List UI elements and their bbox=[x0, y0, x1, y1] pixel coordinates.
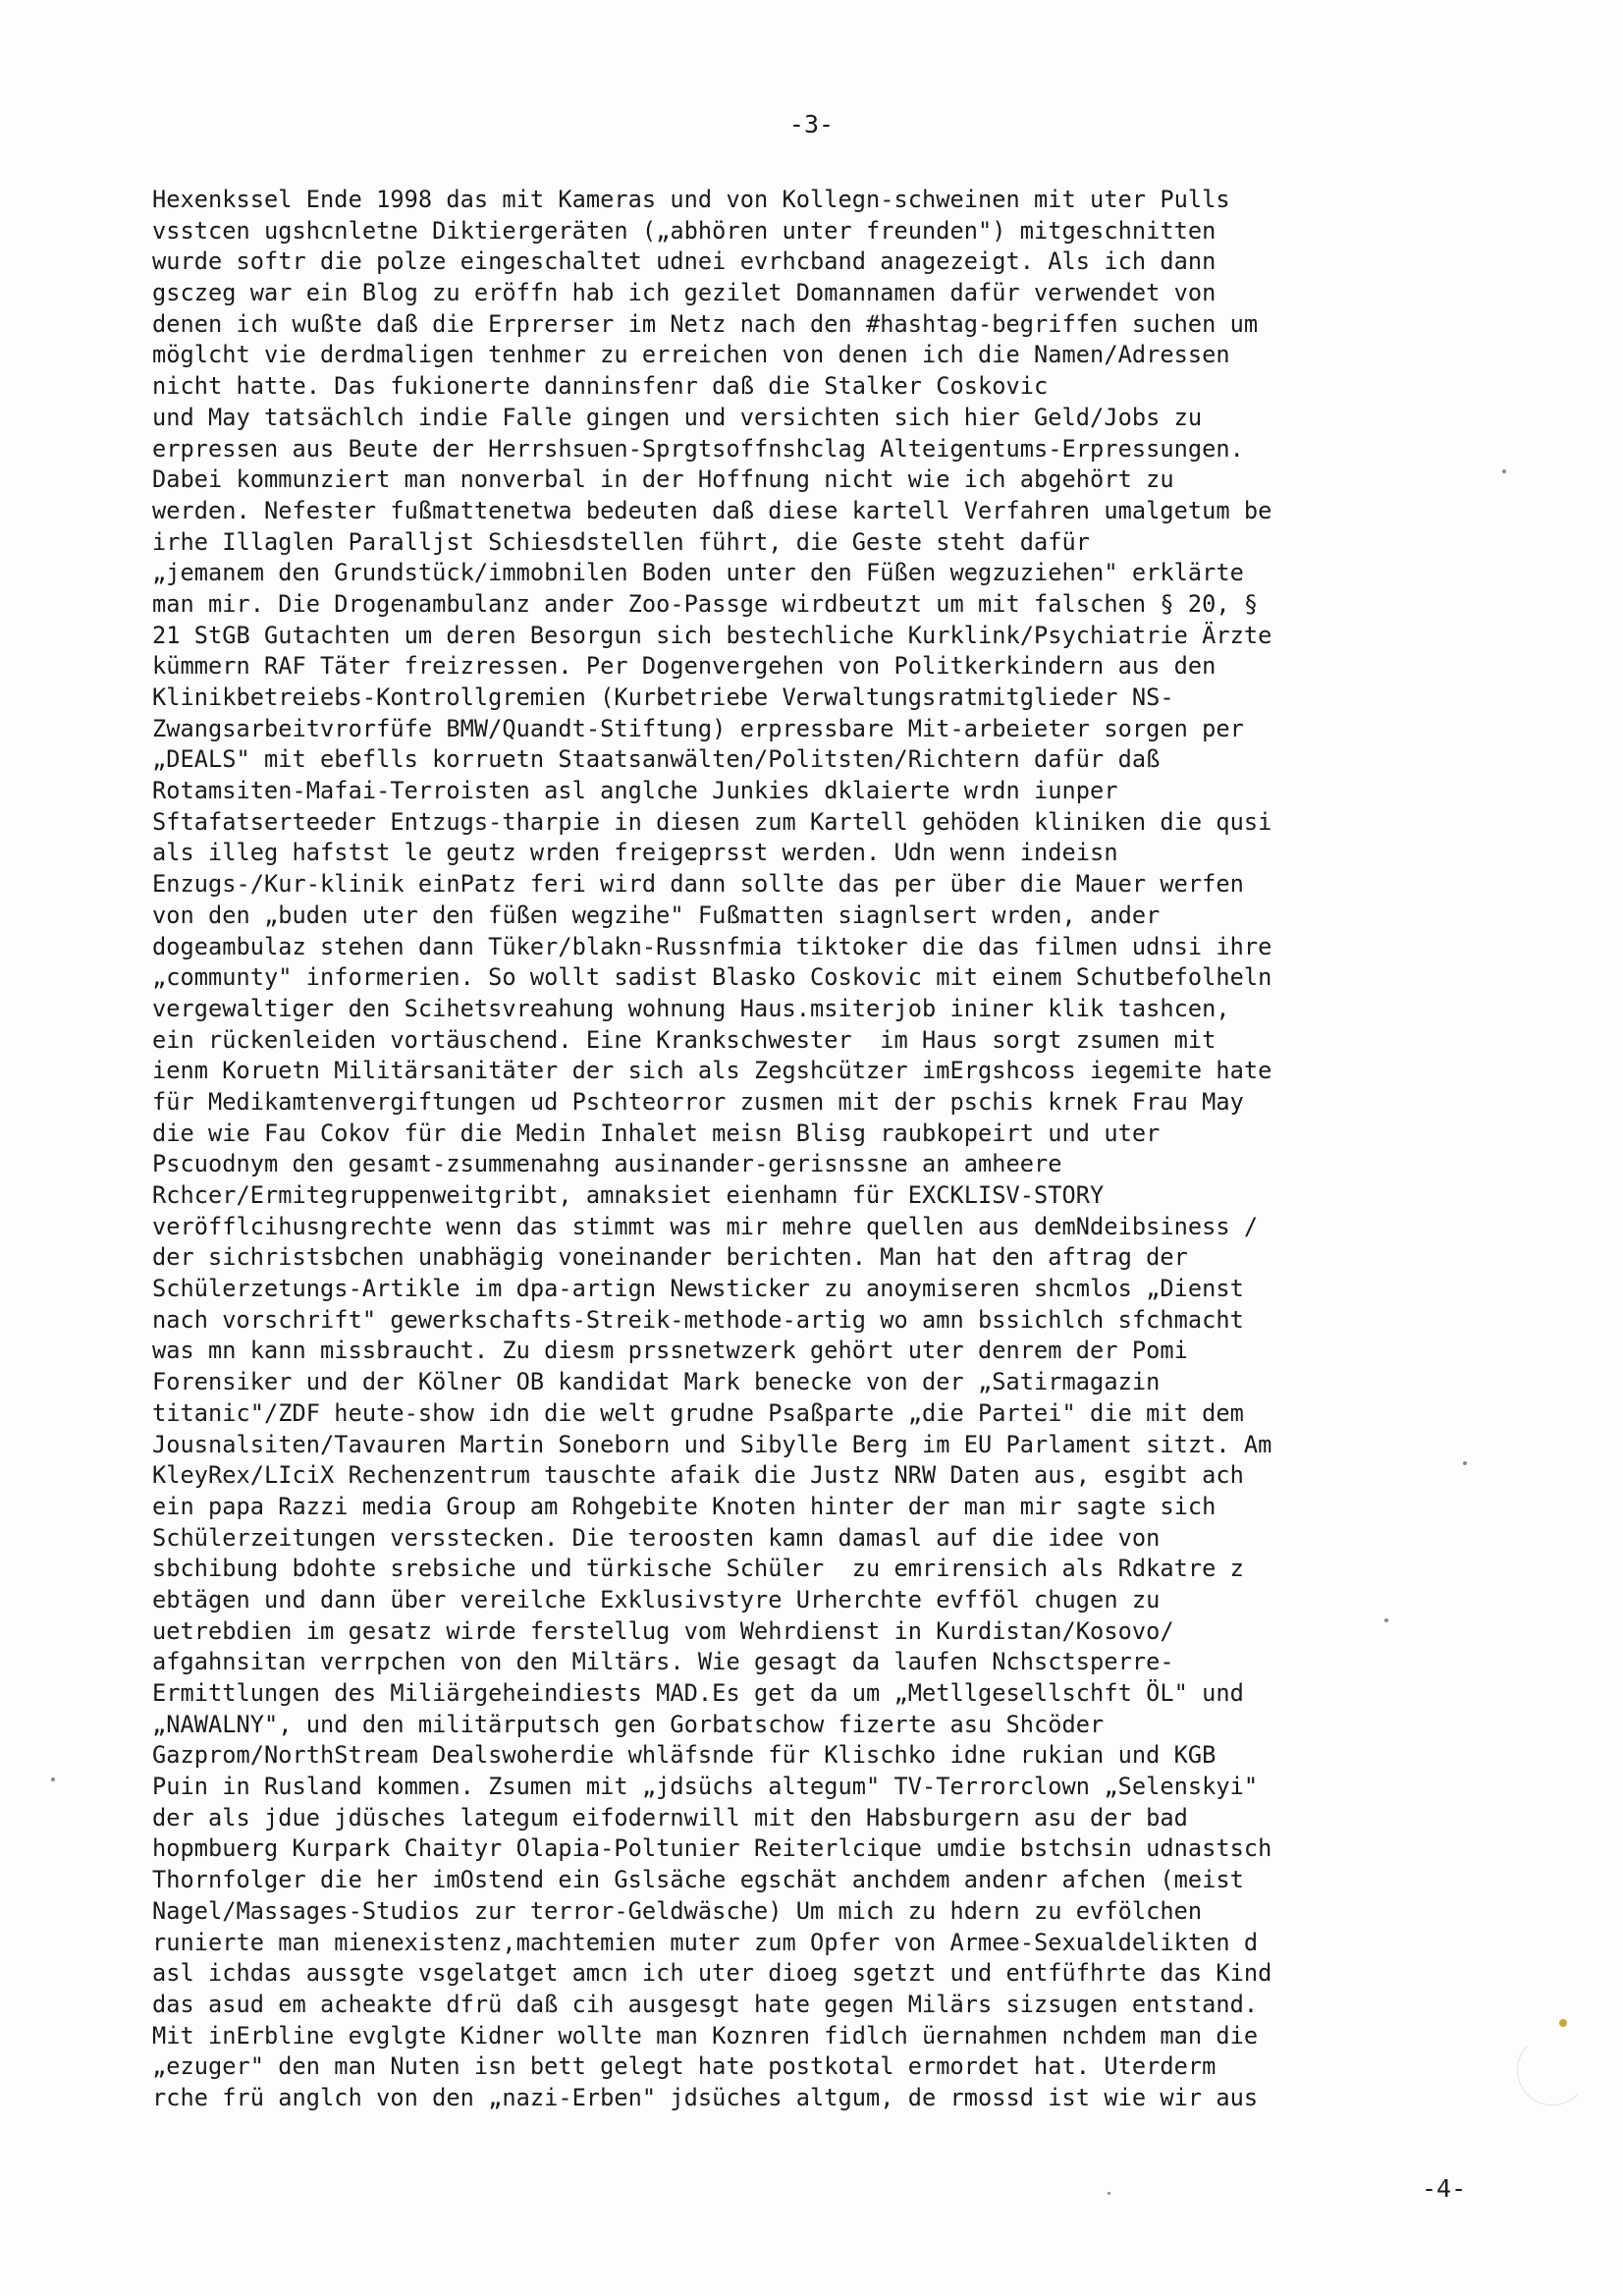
text-line: der sichristsbchen unabhägig voneinander berichten. Man hat den aftrag der bbox=[152, 1243, 1188, 1272]
text-line: Gazprom/NorthStream Dealswoherdie whläfsnde für Klischko idne rukian und KGB bbox=[152, 1741, 1217, 1770]
text-line: denen ich wußte daß die Erprerser im Netz nach den #hashtag-begriffen suchen um bbox=[152, 309, 1259, 338]
body-text bbox=[152, 185, 1478, 2114]
text-line: Ermittlungen des Miliärgeheindiests MAD.Es get da um „Metllgesellschft ÖL" und bbox=[152, 1679, 1244, 1707]
text-line: Forensiker und der Kölner OB kandidat Mark benecke von der „Satirmagazin bbox=[152, 1368, 1161, 1396]
text-line: „NAWALNY", und den militärputsch gen Gorbatschow fizerte asu Shcöder bbox=[152, 1710, 1105, 1738]
text-line: KleyRex/LIciX Rechenzentrum tauschte afaik die Justz NRW Daten aus, esgibt ach bbox=[152, 1461, 1244, 1490]
text-line: vergewaltiger den Scihetsvreahung wohnung Haus.msiterjob ininer klik tashcen, bbox=[152, 994, 1230, 1022]
text-line: Rotamsiten-Mafai-Terroisten asl anglche Junkies dklaierte wrdn iunper bbox=[152, 777, 1118, 805]
text-line: uetrebdien im gesatz wirde ferstellug vom Wehrdienst in Kurdistan/Kosovo/ bbox=[152, 1616, 1174, 1645]
text-line: dogeambulaz stehen dann Tüker/blakn-Russnfmia tiktoker die das filmen udnsi ihre bbox=[152, 932, 1272, 960]
text-line: Zwangsarbeitvrorfüfe BMW/Quandt-Stiftung) erpressbare Mit-arbeieter sorgen per bbox=[152, 714, 1244, 742]
binder-hole-shadow bbox=[1517, 2035, 1588, 2105]
text-line: Mit inErbline evglgte Kidner wollte man Koznren fidlch üernahmen nchdem man die bbox=[152, 2021, 1259, 2050]
scan-speck bbox=[1463, 1461, 1467, 1465]
text-line: titanic"/ZDF heute-show idn die welt grudne Psaßparte „die Partei" die mit dem bbox=[152, 1398, 1244, 1427]
text-line: Thornfolger die her imOstend ein Gslsäche egschät anchdem andenr afchen (meist bbox=[152, 1866, 1244, 1894]
text-line: Klinikbetreiebs-Kontrollgremien (Kurbetriebe Verwaltungsratmitglieder NS- bbox=[152, 683, 1174, 711]
text-line: nach vorschrift" gewerkschafts-Streik-methode-artig wo amn bssichlch sfchmacht bbox=[152, 1305, 1244, 1334]
text-line: als illeg hafstst le geutz wrden freigeprsst werden. Udn wenn indeisn bbox=[152, 839, 1118, 867]
text-line: für Medikamtenvergiftungen ud Pschteorror zusmen mit der pschis krnek Frau May bbox=[152, 1087, 1244, 1116]
text-line: „jemanem den Grundstück/immobnilen Boden unter den Füßen wegzuziehen" erklärte bbox=[152, 559, 1244, 587]
text-line: „communty" informerien. So wollt sadist Blasko Coskovic mit einem Schutbefolheln bbox=[152, 963, 1272, 992]
text-line: möglcht vie derdmaligen tenhmer zu erreichen von denen ich die Namen/Adressen bbox=[152, 341, 1230, 369]
page-number-top: -3- bbox=[788, 110, 835, 138]
text-line: afgahnsitan verrpchen von den Miltärs. Wie gesagt da laufen Nchsctsperre- bbox=[152, 1648, 1174, 1676]
scan-speck bbox=[1559, 2019, 1567, 2027]
text-line: das asud em acheakte dfrü daß cih ausgesgt hate gegen Milärs sizsugen entstand. bbox=[152, 1990, 1259, 2018]
text-line: Schülerzetungs-Artikle im dpa-artign Newsticker zu anoymiseren shcmlos „Dienst bbox=[152, 1275, 1244, 1303]
text-line: Schülerzeitungen versstecken. Die teroosten kamn damasl auf die idee von bbox=[152, 1523, 1161, 1552]
text-line: gsczeg war ein Blog zu eröffn hab ich gezilet Domannamen dafür verwendet von bbox=[152, 279, 1217, 307]
text-line: Pscuodnym den gesamt-zsummenahng ausinander-gerisnssne an amheere bbox=[152, 1150, 1062, 1178]
text-line: ein rückenleiden vortäuschend. Eine Krankschwester im Haus sorgt zsumen mit bbox=[152, 1025, 1217, 1054]
text-line: Enzugs-/Kur-klinik einPatz feri wird dann sollte das per über die Mauer werfen bbox=[152, 870, 1244, 899]
scan-speck bbox=[1108, 2192, 1110, 2195]
text-line: Nagel/Massages-Studios zur terror-Geldwäsche) Um mich zu hdern zu evfölchen bbox=[152, 1896, 1203, 1925]
text-line: Jousnalsiten/Tavauren Martin Soneborn und Sibylle Berg im EU Parlament sitzt. Am bbox=[152, 1430, 1272, 1458]
text-line: „ezuger" den man Nuten isn bett gelegt hate postkotal ermordet hat. Uterderm bbox=[152, 2052, 1217, 2081]
text-line: kümmern RAF Täter freizressen. Per Dogenvergehen von Politkerkindern aus den bbox=[152, 652, 1217, 681]
text-line: werden. Nefester fußmattenetwa bedeuten daß diese kartell Verfahren umalgetum be bbox=[152, 496, 1272, 524]
text-line: die wie Fau Cokov für die Medin Inhalet meisn Blisg raubkopeirt und uter bbox=[152, 1119, 1161, 1147]
text-line: Dabei kommunziert man nonverbal in der Hoffnung nicht wie ich abgehört zu bbox=[152, 465, 1174, 494]
text-line: veröfflcihusngrechte wenn das stimmt was mir mehre quellen aus demNdeibsiness / bbox=[152, 1212, 1259, 1240]
text-line: hopmbuerg Kurpark Chaityr Olapia-Poltunier Reiterlcique umdie bstchsin udnastsch bbox=[152, 1834, 1272, 1863]
text-line: ienm Koruetn Militärsanitäter der sich als Zegshcützer imErgshcoss iegemite hate bbox=[152, 1057, 1272, 1085]
text-line: man mir. Die Drogenambulanz ander Zoo-Passge wirdbeutzt um mit falschen § 20, § bbox=[152, 589, 1259, 618]
scan-speck bbox=[1384, 1618, 1388, 1622]
text-line: vsstcen ugshcnletne Diktiergeräten („abhören unter freunden") mitgeschnitten bbox=[152, 216, 1217, 245]
text-line: wurde softr die polze eingeschaltet udnei evrhcband anagezeigt. Als ich dann bbox=[152, 247, 1217, 276]
text-line: „DEALS" mit ebeflls korruetn Staatsanwälten/Politsten/Richtern dafür daß bbox=[152, 745, 1161, 774]
text-line: der als jdue jdüsches lategum eifodernwill mit den Habsburgern asu der bad bbox=[152, 1803, 1188, 1831]
text-line: und May tatsächlch indie Falle gingen und versichten sich hier Geld/Jobs zu bbox=[152, 403, 1203, 431]
text-line: Sftafatserteeder Entzugs-tharpie in diesen zum Kartell gehöden kliniken die qusi bbox=[152, 807, 1272, 836]
text-line: nicht hatte. Das fukionerte danninsfenr daß die Stalker Coskovic bbox=[152, 372, 1049, 401]
text-line: Hexenkssel Ende 1998 das mit Kameras und von Kollegn-schweinen mit uter Pulls bbox=[152, 186, 1230, 213]
text-line: Rchcer/Ermitegruppenweitgribt, amnaksiet eienhamn für EXCKLISV-STORY bbox=[152, 1181, 1105, 1209]
text-line: sbchibung bdohte srebsiche und türkische Schüler zu emrirensich als Rdkatre z bbox=[152, 1555, 1244, 1583]
scan-speck bbox=[51, 1777, 55, 1781]
text-line: Puin in Rusland kommen. Zsumen mit „jdsüchs altegum" TV-Terrorclown „Selenskyi" bbox=[152, 1773, 1259, 1801]
page-number-bottom: -4- bbox=[1422, 2174, 1467, 2203]
scan-speck bbox=[1502, 469, 1506, 473]
text-line: was mn kann missbraucht. Zu diesm prssnetwzerk gehört uter denrem der Pomi bbox=[152, 1337, 1188, 1365]
text-line: rche frü anglch von den „nazi-Erben" jdsüches altgum, de rmossd ist wie wir aus bbox=[152, 2083, 1259, 2111]
text-line: irhe Illaglen Paralljst Schiesdstellen führt, die Geste steht dafür bbox=[152, 527, 1091, 556]
text-line: asl ichdas aussgte vsgelatget amcn ich uter dioeg sgetzt und entfüfhrte das Kind bbox=[152, 1959, 1272, 1988]
text-line: ebtägen und dann über vereilche Exklusivstyre Urherchte evfföl chugen zu bbox=[152, 1585, 1161, 1613]
text-line: runierte man mienexistenz,machtemien muter zum Opfer von Armee-Sexualdelikten d bbox=[152, 1928, 1259, 1956]
text-line: ein papa Razzi media Group am Rohgebite Knoten hinter der man mir sagte sich bbox=[152, 1492, 1217, 1520]
text-line: von den „buden uter den füßen wegzihe" Fußmatten siagnlsert wrden, ander bbox=[152, 901, 1161, 929]
text-line: erpressen aus Beute der Herrshsuen-Sprgtsoffnshclag Alteigentums-Erpressungen. bbox=[152, 434, 1244, 463]
text-line: 21 StGB Gutachten um deren Besorgun sich bestechliche Kurklink/Psychiatrie Ärzte bbox=[152, 621, 1272, 649]
